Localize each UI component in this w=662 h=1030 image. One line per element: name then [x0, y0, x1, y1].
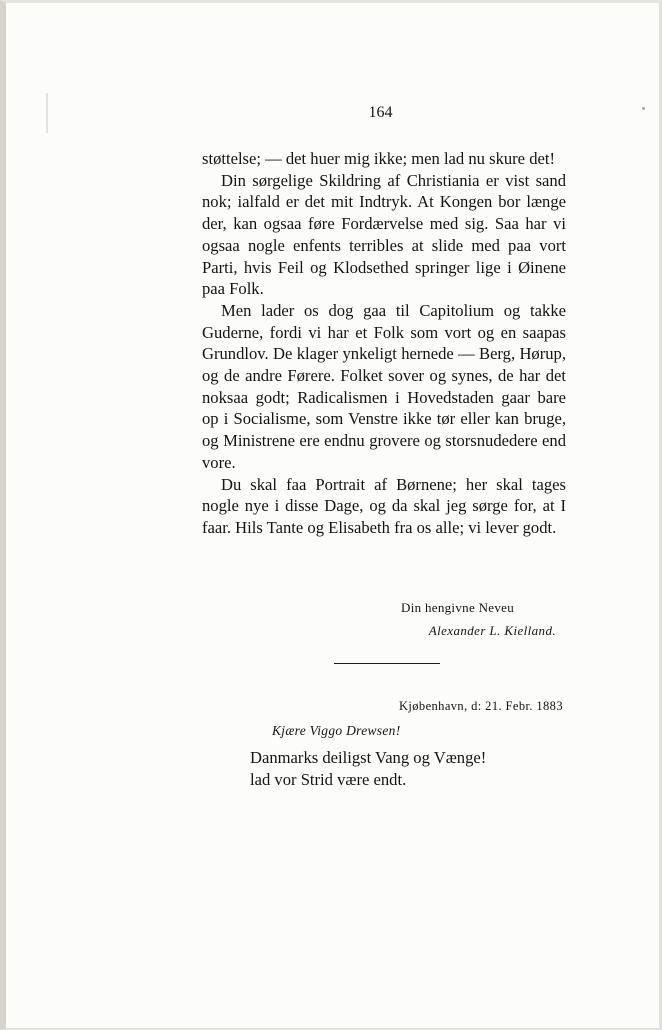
verse-line: lad vor Strid være endt.	[250, 769, 407, 789]
letter-paragraph-1: støttelse; — det huer mig ikke; men lad nu skure det!	[202, 149, 555, 168]
verse-block	[250, 747, 486, 790]
page-number: 164	[368, 104, 393, 121]
salutation: Kjære Viggo Drewsen!	[272, 723, 401, 738]
section-divider	[334, 663, 440, 664]
letter-paragraph-3: Men lader os dog gaa til Capitolium og takke Guderne, fordi vi har et Folk som vort og en saapas Grundlov. De klager ynkeligt hernede — Berg, Hørup, og de andre Førere. Folket sover og synes, de har det noksaa godt; Radicalismen i Hovedstaden gaar bare op i Socialisme, som Venstre ikke tør eller kan bruge, og Ministrene ere endnu grovere og storsnudedere end vore.	[202, 300, 566, 472]
place-date: Kjøbenhavn, d: 21. Febr. 1883	[398, 699, 563, 713]
letter-paragraph-4: Du skal faa Portrait af Børnene; her skal tages nogle nye i disse Dage, og da skal jeg sørge for, at I faar. Hils Tante og Elisabeth fra os alle; vi lever godt.	[202, 474, 566, 537]
letter-paragraph-2: Din sørgelige Skildring af Christiania er vist sand nok; ialfald er det mit Indtryk. At Kongen bor længe der, kan ogsaa føre Fordærvelse med sig. Saa har vi ogsaa nogle enfents terribles at slide med paa vort Parti, hvis Feil og Klodsethed springer lige i Øinene paa Folk.	[202, 170, 566, 299]
letter-body	[202, 148, 566, 539]
verse-line: Danmarks deiligst Vang og Vænge!	[250, 748, 487, 767]
letter-closing: Din hengivne Neveu	[401, 600, 514, 615]
letter-signature: Alexander L. Kielland.	[428, 623, 556, 638]
